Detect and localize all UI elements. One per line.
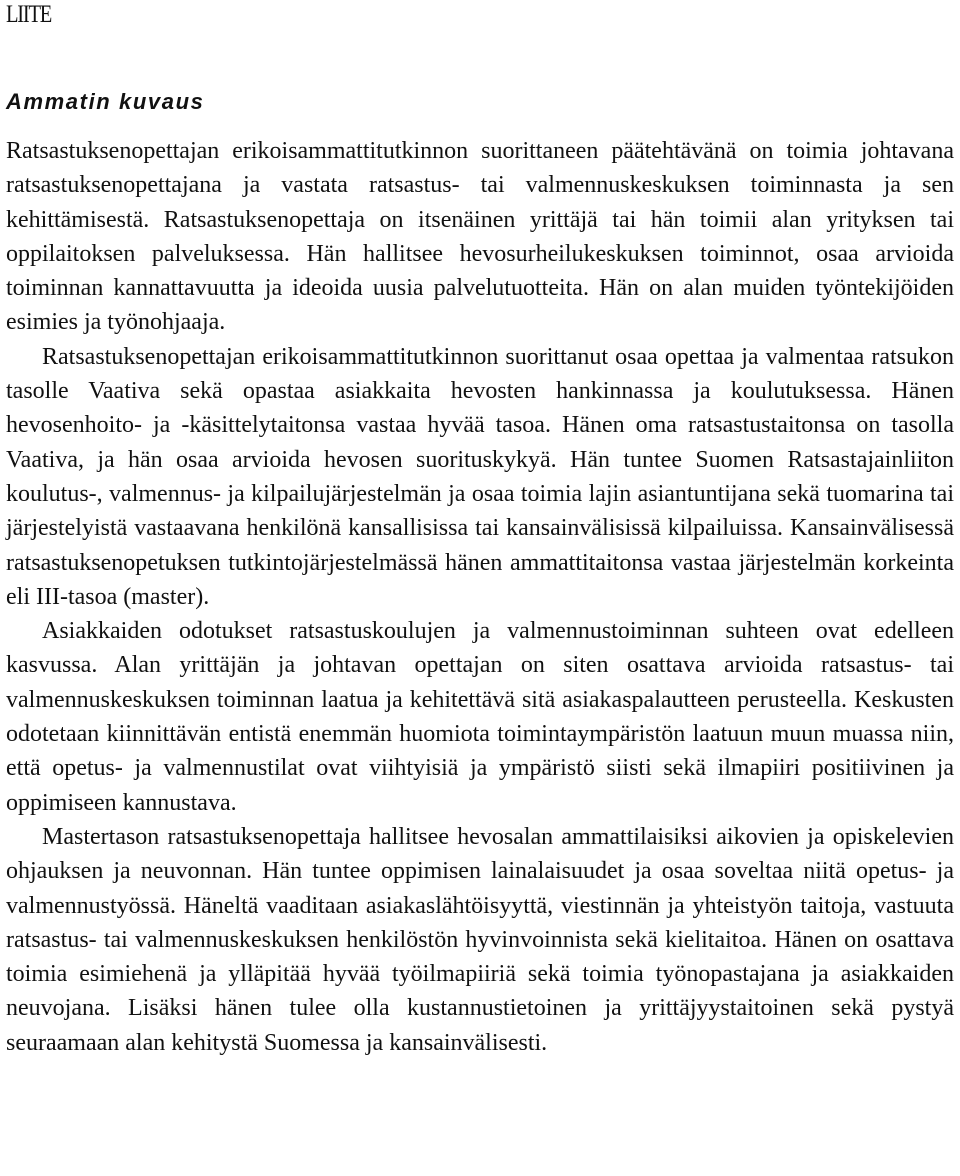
paragraph-1: Ratsastuksenopettajan erikoisammattitutkinnon suorittaneen päätehtävänä on toimia johtavana ratsastuksenopettajana ja vastata ratsastus- tai valmennuskeskuksen toiminnasta ja sen kehittämisestä. Ratsastuksenopettaja on itsenäinen yrittäjä tai hän toimii alan yrityksen tai oppilaitoksen palveluksessa. Hän hallitsee hevosurheilukeskuksen toiminnot, osaa arvioida toiminnan kannattavuutta ja ideoida uusia palvelutuotteita. Hän on alan muiden työntekijöiden esimies ja työnohjaaja.: [6, 138, 954, 336]
body-text: [6, 134, 954, 1060]
paragraph-3: Asiakkaiden odotukset ratsastuskoulujen ja valmennustoiminnan suhteen ovat edelleen kasvussa. Alan yrittäjän ja johtavan opettajan on siten osattava arvioida ratsastus- tai valmennuskeskuksen toiminnan laatua ja kehitettävä sitä asiakaspalautteen perusteella. Keskusten odotetaan kiinnittävän entistä enemmän huomiota toimintaympäristön laatuun muun muassa niin, että opetus- ja valmennustilat ovat viihtyisiä ja ympäristö siisti sekä ilmapiiri positiivinen ja oppimiseen kannustava.: [6, 618, 954, 816]
paragraph-4: Mastertason ratsastuksenopettaja hallitsee hevosalan ammattilaisiksi aikovien ja opiskelevien ohjauksen ja neuvonnan. Hän tuntee oppimisen lainalaisuudet ja osaa soveltaa niitä opetus- ja valmennustyössä. Häneltä vaaditaan asiakaslähtöisyyttä, viestinnän ja yhteistyön taitoja, vastuuta ratsastus- tai valmennuskeskuksen henkilöstön hyvinvoinnista sekä kielitaitoa. Hänen on osattava toimia esimiehenä ja ylläpitää hyvää työilmapiiriä sekä toimia työnopastajana ja asiakkaiden neuvojana. Lisäksi hänen tulee olla kustannustietoinen ja yrittäjyystaitoinen sekä pystyä seuraamaan alan kehitystä Suomessa ja kansainvälisesti.: [6, 823, 954, 1056]
paragraph-2: Ratsastuksenopettajan erikoisammattitutkinnon suorittanut osaa opettaa ja valmentaa ratsukon tasolle Vaativa sekä opastaa asiakkaita hevosten hankinnassa ja koulutuksessa. Hänen hevosenhoito- ja -käsittelytaitonsa vastaa hyvää tasoa. Hänen oma ratsastustaitonsa on tasolla Vaativa, ja hän osaa arvioida hevosen suorituskykyä. Hän tuntee Suomen Ratsastajainliiton koulutus-, valmennus- ja kilpailujärjestelmän ja osaa toimia lajin asiantuntijana sekä tuomarina tai järjestelyistä vastaavana henkilönä kansallisissa tai kansainvälisissä kilpailuissa. Kansainvälisessä ratsastuksenopetuksen tutkintojärjestelmässä hänen ammattitaitonsa vastaa järjestelmän korkeinta eli III-tasoa (master).: [6, 343, 954, 610]
section-heading: Ammatin kuvaus: [6, 89, 205, 114]
appendix-label: LIITE: [6, 1, 52, 28]
